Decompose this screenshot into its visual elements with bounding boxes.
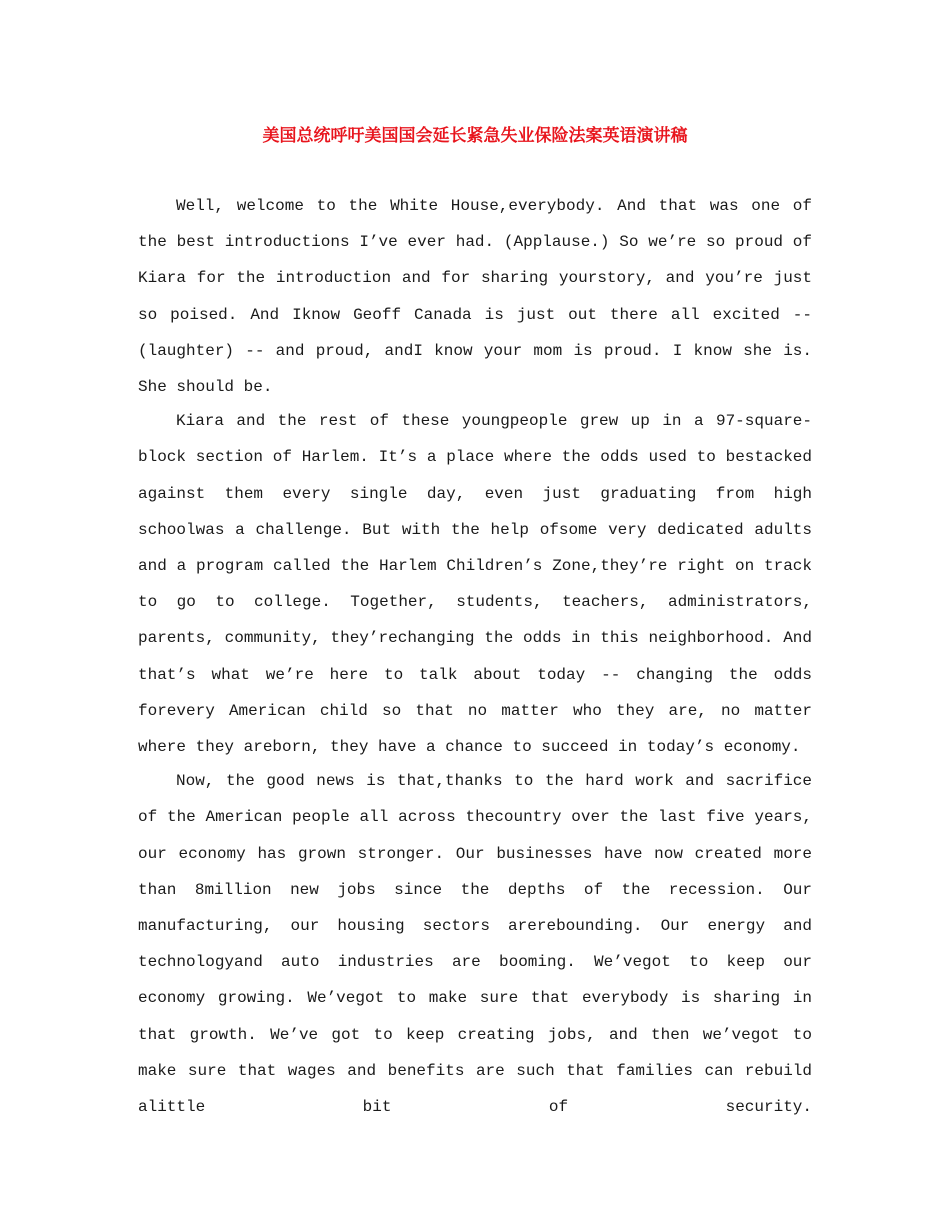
document-body — [138, 188, 812, 1125]
document-title: 美国总统呼吁美国国会延长紧急失业保险法案英语演讲稿 — [262, 126, 688, 146]
paragraph-3: Now, the good news is that,thanks to the hard work and sacrifice of the American people all across thecountry over the last five years, our economy has grown stronger. Our businesses have now created more than 8million new jobs since the depths of the recession. Our manufacturing, our housing sectors arerebounding. Our energy and technologyand auto industries are booming. We’vegot to keep our economy growing. We’vegot to make sure that everybody is sharing in that growth. We’ve got to keep creating jobs, and then we’vegot to make sure that wages and benefits are such that families can rebuild alittle bit of security. — [138, 772, 812, 1117]
paragraph-2: Kiara and the rest of these youngpeople grew up in a 97-square-block section of Harlem. It’s a place where the odds used to bestacked against them every single day, even just graduating from high schoolwas a challenge. But with the help ofsome very dedicated adults and a program called the Harlem Children’s Zone,they’re right on track to go to college. Together, students, teachers, administrators, parents, community, they’rechanging the odds in this neighborhood. And that’s what we’re here to talk about today -- changing the odds forevery American child so that no matter who they are, no matter where they areborn, they have a chance to succeed in today’s economy. — [138, 412, 812, 757]
paragraph-1: Well, welcome to the White House,everybody. And that was one of the best introductions I’ve ever had. (Applause.) So we’re so proud of Kiara for the introduction and for sharing yourstory, and you’re just so poised. And Iknow Geoff Canada is just out there all excited -- (laughter) -- and proud, andI know your mom is proud. I know she is. She should be. — [138, 197, 812, 397]
